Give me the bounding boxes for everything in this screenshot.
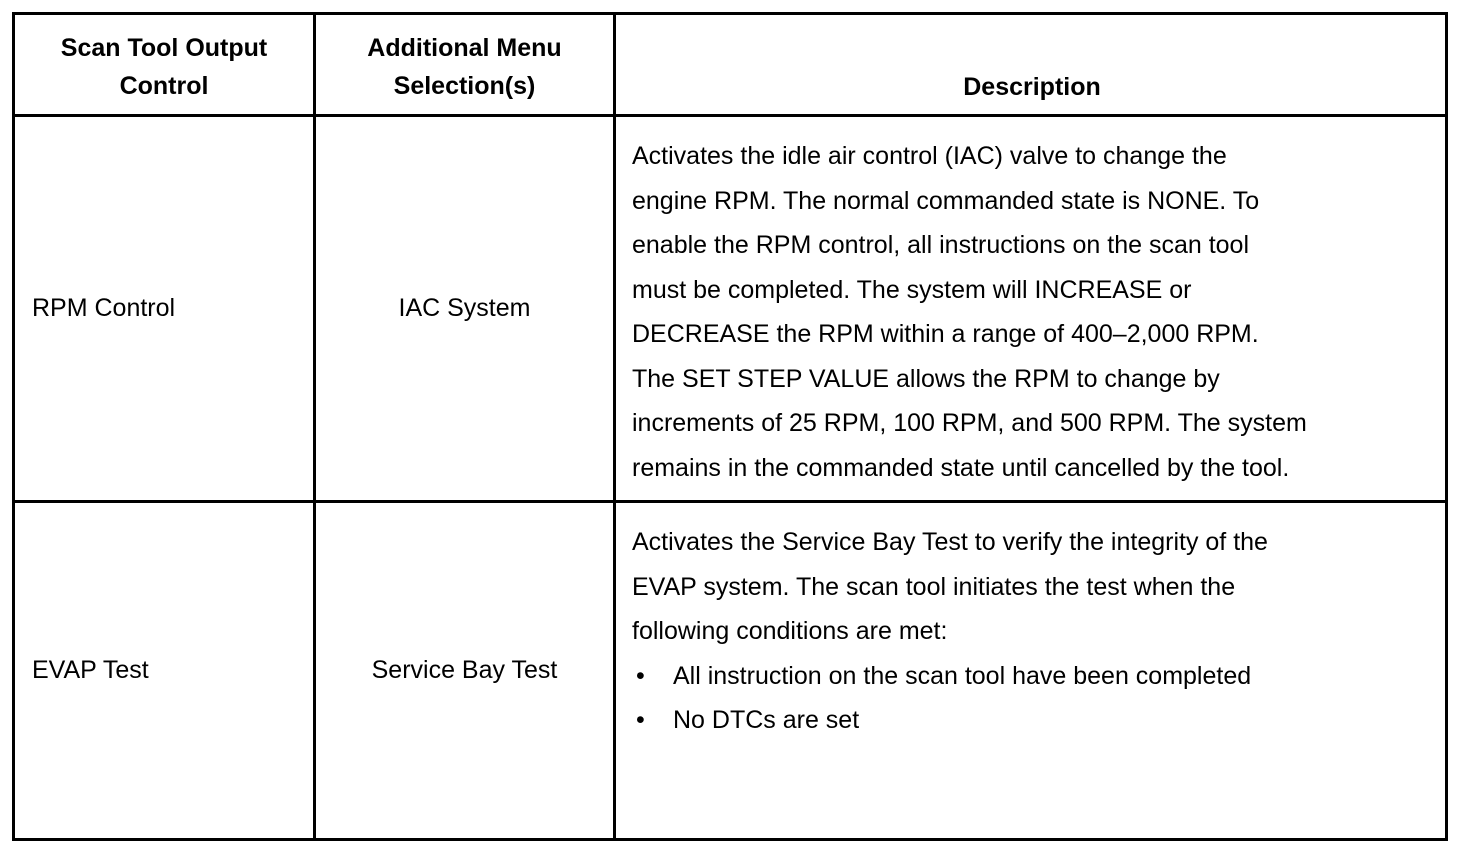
description-line: engine RPM. The normal commanded state is NONE. To <box>632 186 1260 215</box>
bullet-item <box>632 698 1432 743</box>
description-line: following conditions are met: <box>632 617 948 645</box>
description-text <box>632 134 1432 490</box>
header-line: Scan Tool Output <box>60 34 268 62</box>
description-line: The SET STEP VALUE allows the RPM to change by <box>632 364 1220 393</box>
table-header-row <box>15 15 1445 117</box>
menu-selection-text: Service Bay Test <box>371 656 558 684</box>
header-line: Additional Menu <box>367 34 562 62</box>
description-line: EVAP system. The scan tool initiates the test when the <box>632 572 1236 601</box>
bullet-item <box>632 654 1432 699</box>
header-line: Description <box>963 73 1101 101</box>
header-description <box>616 15 1448 114</box>
table-row <box>15 503 1445 841</box>
description-line: Activates the Service Bay Test to verify the integrity of the <box>632 528 1268 556</box>
bullet-icon: • <box>636 706 645 734</box>
bullet-text: No DTCs are set <box>673 706 860 734</box>
output-control-cell <box>15 503 313 838</box>
description-line: DECREASE the RPM within a range of 400–2,000 RPM. <box>632 320 1259 348</box>
description-line: must be completed. The system will INCREASE or <box>632 275 1192 304</box>
menu-selection-cell <box>316 117 613 500</box>
description-line: Activates the idle air control (IAC) valve to change the <box>632 142 1227 170</box>
menu-selection-text: IAC System <box>398 294 531 322</box>
description-text <box>632 520 1432 743</box>
scan-tool-output-table <box>12 12 1448 841</box>
output-control-text: EVAP Test <box>32 656 149 684</box>
output-control-text: RPM Control <box>32 294 176 322</box>
description-line: enable the RPM control, all instructions on the scan tool <box>632 231 1250 259</box>
bullet-icon: • <box>636 661 645 690</box>
output-control-cell <box>15 117 313 500</box>
description-cell <box>616 117 1448 500</box>
header-additional-menu-selections <box>316 15 613 114</box>
header-line: Control <box>119 72 209 100</box>
table-row <box>15 117 1445 503</box>
description-line: increments of 25 RPM, 100 RPM, and 500 RPM. The system <box>632 409 1307 437</box>
header-scan-tool-output-control <box>15 15 313 114</box>
header-line: Selection(s) <box>393 72 536 100</box>
description-line: remains in the commanded state until cancelled by the tool. <box>632 453 1290 482</box>
menu-selection-cell <box>316 503 613 838</box>
description-cell <box>616 503 1448 838</box>
bullet-text: All instruction on the scan tool have been completed <box>673 661 1252 690</box>
